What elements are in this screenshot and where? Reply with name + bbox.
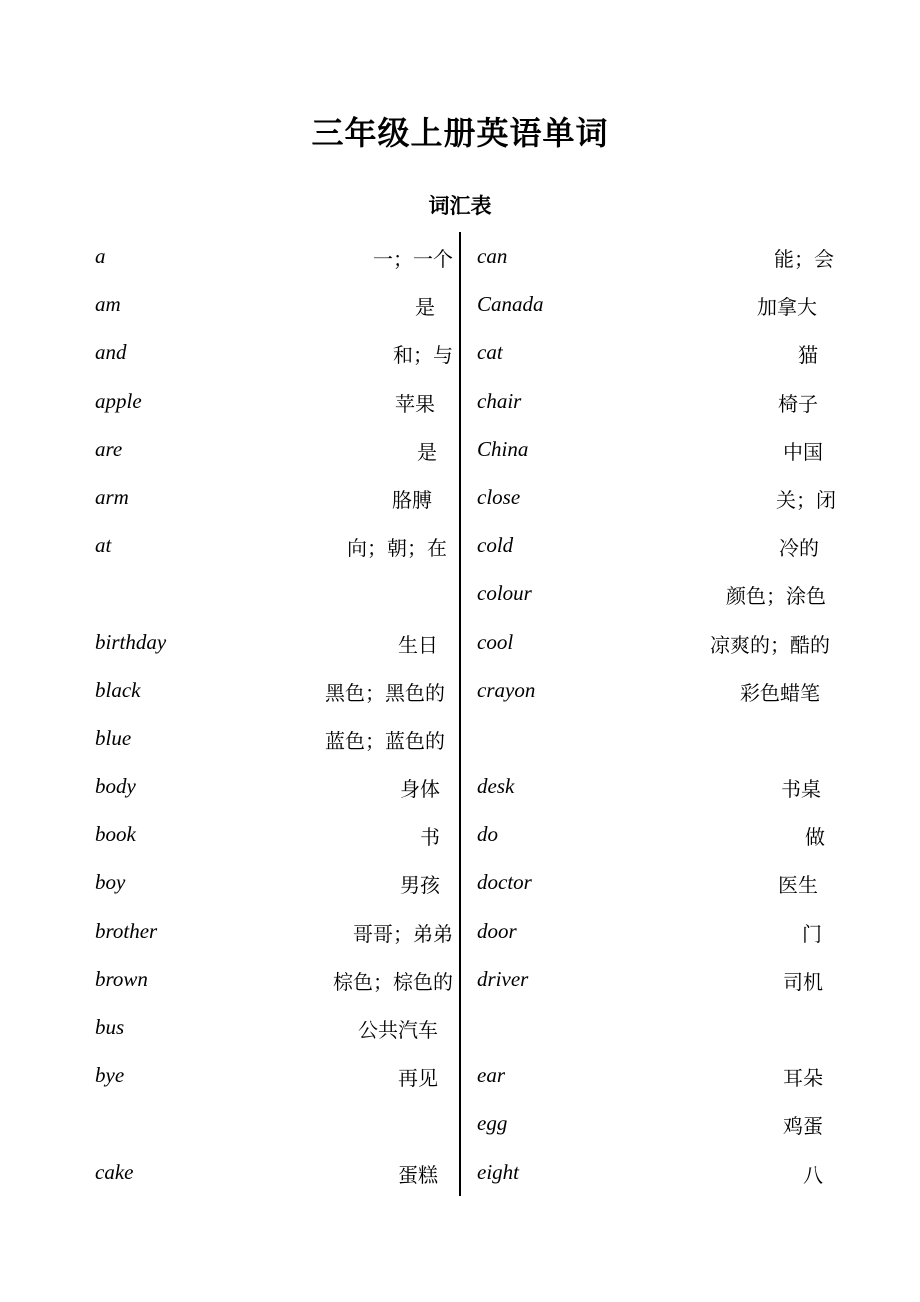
english-word: book (95, 822, 136, 847)
vocab-row (477, 718, 837, 766)
vocab-row (95, 959, 453, 1007)
english-word: arm (95, 484, 129, 509)
vocab-row (477, 814, 837, 862)
chinese-meaning: 蛋糕 (398, 1162, 438, 1187)
vocab-row (477, 429, 837, 477)
english-word: birthday (95, 629, 167, 654)
vocab-row (477, 1103, 837, 1151)
vocab-row (95, 332, 453, 380)
vocab-row (477, 236, 837, 284)
english-word: bye (95, 1063, 125, 1088)
english-word: a (95, 244, 106, 268)
chinese-meaning: 生日 (398, 632, 438, 657)
chinese-meaning: 做 (805, 825, 825, 850)
english-word: desk (477, 774, 515, 799)
page-title: 三年级上册英语单词 (311, 114, 609, 152)
vocab-row (95, 284, 453, 332)
english-word: boy (95, 870, 126, 895)
chinese-meaning: 耳朵 (783, 1066, 823, 1091)
chinese-meaning: 中国 (783, 439, 823, 464)
vocab-row (477, 477, 837, 525)
vocab-row (477, 862, 837, 910)
english-word: apple (95, 388, 142, 413)
english-word: cool (477, 629, 514, 654)
vocab-row (477, 766, 837, 814)
vocab-row (95, 862, 453, 910)
chinese-meaning: 凉爽的；酷的 (710, 632, 830, 657)
chinese-meaning: 身体 (400, 777, 440, 802)
chinese-meaning: 和；与 (393, 343, 453, 368)
vocab-row (95, 1152, 453, 1200)
vocab-row (95, 381, 453, 429)
chinese-meaning: 书桌 (781, 777, 821, 802)
vocab-row (95, 236, 453, 284)
chinese-meaning: 书 (420, 825, 440, 850)
chinese-meaning: 再见 (398, 1066, 438, 1091)
english-word: close (477, 484, 521, 509)
left-column (95, 236, 453, 1200)
vocab-row (95, 477, 453, 525)
english-word: and (95, 340, 127, 365)
chinese-meaning: 椅子 (778, 391, 818, 416)
chinese-meaning: 医生 (778, 873, 818, 898)
vocab-row (477, 959, 837, 1007)
vocab-row (477, 911, 837, 959)
english-word: are (95, 436, 123, 461)
vocab-row (477, 573, 837, 621)
chinese-meaning: 一；一个 (373, 247, 453, 271)
chinese-meaning: 黑色；黑色的 (325, 680, 445, 705)
vocabulary-subtitle: 词汇表 (428, 194, 492, 218)
english-word: bus (95, 1015, 125, 1039)
english-word: colour (477, 581, 532, 606)
chinese-meaning: 胳膊 (392, 487, 432, 512)
vocab-row (95, 573, 453, 621)
english-word: Canada (477, 292, 544, 317)
english-word: do (477, 822, 498, 847)
chinese-meaning: 鸡蛋 (783, 1114, 823, 1139)
vocab-row (477, 670, 837, 718)
chinese-meaning: 颜色；涂色 (726, 584, 826, 609)
column-divider (459, 232, 461, 1196)
english-word: door (477, 918, 517, 943)
chinese-meaning: 加拿大 (757, 295, 817, 320)
chinese-meaning: 猫 (798, 343, 818, 368)
vocab-row (477, 622, 837, 670)
english-word: egg (477, 1111, 508, 1136)
chinese-meaning: 男孩 (400, 873, 440, 898)
chinese-meaning: 哥哥；弟弟 (353, 921, 453, 946)
english-word: black (95, 677, 141, 702)
english-word: China (477, 436, 529, 461)
english-word: doctor (477, 870, 532, 895)
vocab-row (95, 1055, 453, 1103)
english-word: driver (477, 966, 529, 991)
vocab-row (95, 670, 453, 718)
english-word: blue (95, 725, 132, 750)
chinese-meaning: 棕色；棕色的 (333, 969, 453, 994)
right-column (477, 236, 837, 1200)
vocab-row (477, 284, 837, 332)
english-word: body (95, 774, 136, 799)
chinese-meaning: 司机 (783, 969, 823, 994)
english-word: cold (477, 533, 514, 558)
chinese-meaning: 能；会 (774, 247, 834, 271)
vocab-row (95, 429, 453, 477)
chinese-meaning: 门 (802, 921, 822, 946)
vocab-row (95, 766, 453, 814)
chinese-meaning: 苹果 (395, 391, 435, 416)
chinese-meaning: 冷的 (779, 536, 819, 561)
vocab-row (95, 718, 453, 766)
vocab-row (95, 525, 453, 573)
vocab-row (95, 1103, 453, 1151)
english-word: brother (95, 918, 158, 943)
english-word: am (95, 292, 121, 317)
english-word: cat (477, 340, 503, 365)
english-word: brown (95, 966, 148, 991)
english-word: crayon (477, 677, 536, 702)
vocab-row (477, 1055, 837, 1103)
vocab-row (95, 622, 453, 670)
english-word: ear (477, 1063, 505, 1088)
vocab-row (477, 1152, 837, 1200)
chinese-meaning: 八 (803, 1162, 823, 1187)
vocab-row (95, 814, 453, 862)
english-word: can (477, 244, 508, 268)
chinese-meaning: 公共汽车 (358, 1018, 438, 1042)
chinese-meaning: 关；闭 (776, 487, 836, 512)
vocab-row (95, 1007, 453, 1055)
vocab-row (477, 1007, 837, 1055)
chinese-meaning: 是 (417, 439, 437, 464)
vocab-row (477, 525, 837, 573)
english-word: eight (477, 1159, 519, 1184)
chinese-meaning: 是 (415, 295, 435, 320)
vocab-row (95, 911, 453, 959)
vocab-row (477, 381, 837, 429)
chinese-meaning: 向；朝；在 (347, 536, 447, 561)
vocab-row (477, 332, 837, 380)
english-word: at (95, 533, 112, 558)
chinese-meaning: 彩色蜡笔 (740, 680, 820, 705)
chinese-meaning: 蓝色；蓝色的 (325, 728, 445, 753)
english-word: chair (477, 388, 522, 413)
english-word: cake (95, 1159, 134, 1184)
